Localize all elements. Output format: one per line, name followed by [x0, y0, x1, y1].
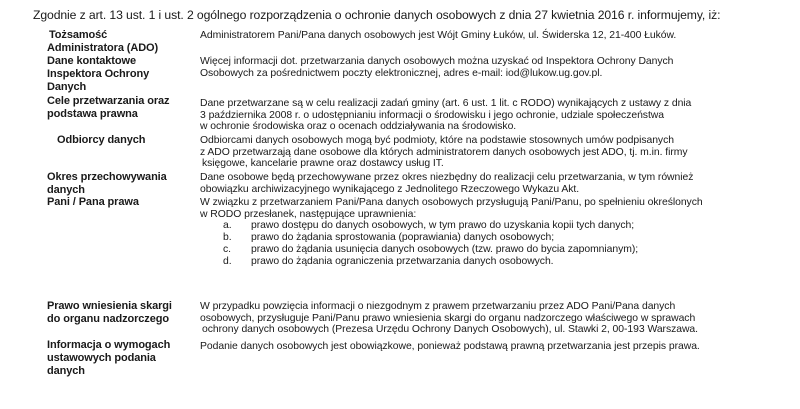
row-label-line: Danych — [47, 81, 87, 93]
row-label-line: danych — [47, 184, 85, 196]
row-label-line: ustawowych podania — [47, 352, 156, 364]
row-content-line: W przypadku powzięcia informacji o niezgodnym z prawem przetwarzaniu przez ADO Pani/Pana danych — [200, 301, 676, 312]
row-content — [200, 341, 760, 353]
row-label-line: Administratora (ADO) — [47, 42, 159, 54]
row-content-line: ochrony danych osobowych (Prezesa Urzędu Ochrony Danych Osobowych), ul. Stawki 2, 00-193 Warszawa. — [202, 324, 699, 336]
list-item — [200, 220, 760, 232]
row-content-line: księgowe, kancelarie prawne oraz dostawcy usług IT. — [202, 158, 444, 170]
row-content-line: Odbiorcami danych osobowych mogą być podmioty, które na podstawie stosownych umów podpisanych — [200, 135, 674, 146]
row-label — [47, 95, 197, 121]
row-label-line: podstawa prawna — [47, 108, 138, 120]
row-label-line: Okres przechowywania — [47, 171, 167, 183]
row-label — [47, 171, 197, 197]
list-item-letter: d. — [223, 255, 232, 267]
row-label-line: Tożsamość — [49, 29, 108, 41]
row-content — [200, 172, 760, 195]
row-content-line: Administratorem Pani/Pana danych osobowych jest Wójt Gminy Łuków, ul. Świderska 12, 21-400 Łuków. — [200, 30, 677, 41]
list-item-letter: a. — [223, 220, 232, 232]
row-content-line: obowiązku archiwizacyjnego wynikającego z Jednolitego Rzeczowego Wykazu Akt. — [200, 183, 580, 195]
intro-text: Zgodnie z art. 13 ust. 1 i ust. 2 ogólnego rozporządzenia o ochronie danych osobowych z dnia 27 kwietnia 2016 r. informujemy, iż: — [33, 8, 721, 22]
row-label-line: Informacja o wymogach — [47, 339, 171, 351]
row-label — [47, 196, 197, 209]
row-content — [200, 197, 760, 267]
list-item-text: prawo do żądania ograniczenia przetwarzania danych osobowych. — [251, 255, 554, 267]
list-item-text: prawo dostępu do danych osobowych, w tym prawo do uzyskania kopii tych danych; — [251, 220, 635, 232]
row-label-line: Inspektora Ochrony — [47, 68, 150, 80]
row-content-line: w ochronie środowiska oraz o ocenach oddziaływania na środowisko. — [200, 121, 517, 133]
row-content-line: Podanie danych osobowych jest obowiązkowe, ponieważ podstawą prawną przetwarzania jest przepis prawa. — [200, 341, 700, 352]
row-label-line: Pani / Pana prawa — [47, 196, 139, 208]
row-content-line: 3 października 2008 r. o udostępnianiu informacji o środowisku i jego ochronie, udziale społeczeństwa — [200, 109, 664, 121]
list-item-text: prawo do żądania usunięcia danych osobowych (tzw. prawo do bycia zapomnianym); — [251, 243, 639, 255]
row-label-line: Cele przetwarzania oraz — [47, 95, 170, 107]
row-label — [47, 55, 197, 94]
row-label — [47, 339, 197, 378]
row-label — [47, 29, 197, 55]
row-label — [47, 300, 197, 326]
row-label-line: do organu nadzorczego — [47, 313, 169, 325]
list-item-letter: b. — [223, 232, 232, 244]
row-content-line: W związku z przetwarzaniem Pani/Pana danych osobowych przysługują Pani/Panu, po spełnieniu określonych — [200, 197, 703, 208]
row-content — [200, 98, 760, 133]
list-item — [200, 232, 760, 244]
row-label-line: Prawo wniesienia skargi — [47, 300, 172, 312]
row-label-line: Dane kontaktowe — [47, 55, 136, 67]
row-content-line: Dane osobowe będą przechowywane przez okres niezbędny do realizacji celu przetwarzania, w tym również — [200, 172, 694, 183]
row-label-line: danych — [47, 365, 85, 377]
row-content-line: Dane przetwarzane są w celu realizacji zadań gminy (art. 6 ust. 1 lit. c RODO) wynikających z ustawy z dnia — [200, 98, 692, 109]
row-label-line: Odbiorcy danych — [57, 134, 146, 146]
row-content — [200, 56, 760, 79]
row-content — [200, 301, 760, 336]
list-item — [200, 256, 760, 268]
rights-list — [200, 220, 760, 267]
row-content-line: Osobowych za pośrednictwem poczty elektronicznej, adres e-mail: iod@lukow.ug.gov.pl. — [200, 67, 603, 79]
list-item-letter: c. — [223, 243, 231, 255]
row-label — [47, 134, 197, 147]
row-content — [200, 135, 760, 170]
row-content-line: z ADO przetwarzają dane osobowe dla których administratorem danych osobowych jest ADO, tj. m.in. firmy — [200, 146, 688, 158]
row-content-line: w RODO przesłanek, następujące uprawnienia: — [200, 208, 417, 220]
list-item — [200, 244, 760, 256]
row-content-line: osobowych, przysługuje Pani/Panu prawo wniesienia skargi do organu nadzorczego właściwego w sprawach — [200, 312, 696, 324]
list-item-text: prawo do żądania sprostowania (poprawiania) danych osobowych; — [251, 232, 555, 244]
row-content-line: Więcej informacji dot. przetwarzania danych osobowych można uzyskać od Inspektora Ochrony Danych — [200, 56, 674, 67]
row-content — [200, 30, 760, 42]
